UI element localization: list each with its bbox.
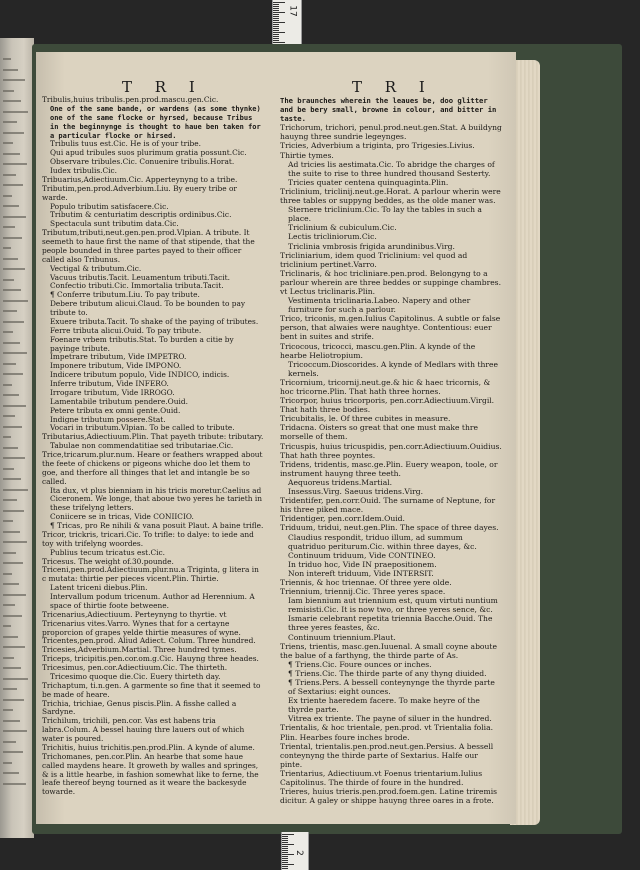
facing-page-text-fragment [3,625,11,627]
dictionary-entry: Sternere triclinium.Cic. To lay the tables in such a place. [288,205,482,224]
ruler-tick [282,842,288,843]
ruler-tick [273,26,279,27]
dictionary-entry: Triental, trientalis.pen.prod.neut.gen.Persius. A bessell conteynyng the thirde parte of Sextarius. Halfe our pinte. [280,741,494,769]
facing-page-text-fragment [3,573,12,575]
facing-page-text-fragment [3,699,24,701]
top-scale-ruler [272,0,302,46]
ruler-tick [273,6,279,7]
dictionary-entry: Triclinium & cubiculum.Cic. [288,223,397,233]
dictionary-entry: Vocari in tributum.Vlpian. To be called to tribute. [50,423,235,433]
facing-page-text-fragment [3,79,25,81]
bottom-scale-ruler [281,832,309,870]
dictionary-entry: The braunches wherein the leaues be, doo glitter and be bery small, browne in colour, and bitter in taste. [280,96,497,124]
facing-page-text-fragment [3,111,28,113]
dictionary-entry: Lamentabile tributum pendere.Ouid. [50,396,188,406]
facing-page-text-fragment [3,237,22,239]
dictionary-entry: Tricies quater centena quinquaginta.Plin. [288,177,449,187]
dictionary-entry: Iam biennium aut triennium est, quum virtuti nuntium remisisti.Cic. It is now two, or three yeres sence, &c. [288,596,498,615]
ruler-tick [273,20,279,21]
ruler-tick [282,860,288,861]
facing-page-text-fragment [3,783,26,785]
facing-page-text-fragment [3,321,24,323]
dictionary-entry: ¶ Triens.Cic. The thirde parte of any thyng diuided. [288,668,487,678]
dictionary-entry: In triduo hoc, Vide IN praepositionem. [288,559,437,569]
ruler-tick [273,42,285,43]
dictionary-entry: Insessus.Virg. Saeuus tridens.Virg. [288,487,424,497]
dictionary-entry: Iudex tribulis.Cic. [50,166,118,175]
dictionary-entry: Observare tribules.Cic. Conuenire tribulis.Horat. [50,157,235,167]
dictionary-entry: Tricoccum.Dioscorides. A kynde of Medlars with three kernels. [288,359,499,378]
dictionary-entry: Tricornium, tricornij.neut.ge.& hic & haec tricornis, & hoc tricorne.Plin. That hath three hornes. [280,377,491,396]
facing-page-text-fragment [3,531,20,533]
facing-page-text-fragment [3,520,13,522]
facing-page-text-fragment [3,216,26,218]
ruler-tick [273,28,279,29]
dictionary-entry: Tricenarius,Adiectiuum. Perteynyng to thyrtie. vt Tricenarius vites.Varro. Wynes that for a certayne proporcion of grapes yelde thirtie measures of wyne. [42,609,241,637]
ruler-tick [273,38,279,39]
dictionary-entry: Indigne tributum possere.Stat. [50,414,166,424]
facing-page-text-fragment [3,667,21,669]
ruler-tick [273,12,285,13]
ruler-tick [273,16,279,17]
dictionary-entry: ¶ Triens.Cic. Foure ounces or inches. [288,659,432,669]
facing-page-text-fragment [3,258,18,260]
facing-page-text-fragment [3,69,18,71]
ruler-tick [282,852,288,853]
facing-page-text-fragment [3,384,12,386]
dictionary-entry: Ferre tributa alicui.Ouid. To pay tribute. [50,325,202,335]
ruler-tick [282,834,294,835]
dictionary-entry: Tricocous, tricocci, mascu.gen.Plin. A kynde of the hearbe Heliotropium. [280,341,476,360]
dictionary-entry: Triennis, & hoc triennae. Of three yere olde. [280,577,452,587]
facing-page-text-fragment [3,247,11,249]
facing-page-text-fragment [3,552,16,554]
facing-page-text-fragment [3,268,25,270]
dictionary-entry: Trientalis, & hoc trientale, pen.prod. vt Trientalia folia. Plin. Hearbes foure inches brode. [280,723,494,742]
facing-page-text-fragment [3,751,23,753]
dictionary-entry: Vectigal & tributum.Cic. [50,263,142,273]
ruler-tick [282,850,288,851]
facing-page-text-fragment [3,678,28,680]
dictionary-entry: Tribuarius,Adiectiuum.Cic. Apperteynyng to a tribe. [42,174,238,184]
running-head-right: T R I [352,78,434,96]
dictionary-entry: Aequoreus tridens.Martial. [288,477,393,487]
dictionary-entry: Populo tributim satisfacere.Cic. [50,201,169,211]
ruler-tick [282,846,288,847]
ruler-tick [282,856,288,857]
dictionary-entry: Tridens, tridentis, masc.ge.Plin. Euery weapon, toole, or instrument hauyng three teeth. [280,459,498,478]
facing-page-text-fragment [3,636,18,638]
facing-page-text-fragment [3,310,17,312]
dictionary-entry: Tricesimo quoque die.Cic. Euery thirteth day. [50,671,221,681]
facing-page-text-fragment [3,562,23,564]
dictionary-entry: Tridentiger, pen.corr.Idem.Ouid. [280,514,405,524]
facing-page-text-fragment [3,499,17,501]
dictionary-entry: Trichomanes, pen.cor.Plin. An hearbe that some haue called maydens heare. It groweth by walles and springes, & is a little hearbe, in fashion somewhat like to ferne, the leafe thereof beyng tourned as it weare the backesyde towarde. [42,751,259,797]
facing-page-text-fragment [3,457,25,459]
facing-page-text-fragment [3,195,12,197]
facing-page-text-fragment [3,468,14,470]
dictionary-column-right [280,96,502,805]
dictionary-entry: One of the same bande, or wardens (as some thynke) one of the same flocke or hyrsed, because Tribus in the beginnynge is thought to haue ben taken for a particular flocke or hirsed. [50,104,261,140]
dictionary-entry: Debere tributum alicui.Claud. To be bounden to pay tribute to. [50,299,246,317]
facing-page-text-fragment [3,741,16,743]
dictionary-entry: Publius tecum tricatus est.Cic. [50,547,165,557]
dictionary-entry: Vitrea ex triente. The payne of siluer in the hundred. [288,714,492,724]
dictionary-entry: Triceps, tricipitis.pen.cor.om.g.Cic. Hauyng three heades. [42,654,259,664]
facing-page-text-fragment [3,142,13,144]
dictionary-entry: Trichilum, trichili, pen.cor. Vas est habens tria labra.Colum. A bessel hauing thre lauers out of which water is poured. [42,716,245,743]
dictionary-entry: Ismarie celebrant repetita triennia Bacche.Ouid. The three yeres feastes, &c. [288,614,493,633]
facing-page-text-fragment [3,300,28,302]
ruler-tick [282,864,294,865]
dictionary-entry: Latent triceni diebus.Plin. [50,583,148,593]
ruler-tick [273,22,285,23]
ruler-tick [273,18,279,19]
facing-page-text-fragment [3,415,15,417]
running-head-left: T R I [122,78,204,96]
facing-page-text-fragment [3,352,27,354]
facing-page-text-fragment [3,762,12,764]
dictionary-entry: Tabulae non commendatitiae sed tributariae.Cic. [50,441,234,451]
dictionary-entry: Imponere tributum, Vide IMPONO. [50,361,182,371]
facing-page-text-fragment [3,289,21,291]
dictionary-entry: Claudius respondit, triduo illum, ad summum quatriduo periturum.Cic. within three dayes, &c. [288,532,477,551]
ruler-tick [273,36,279,37]
facing-page-text-fragment [3,90,14,92]
ruler-tick [273,32,285,33]
dictionary-entry: Tributim,pen.prod.Adverbium.Liu. By euery tribe or warde. [42,183,237,202]
dictionary-entry: Trieres, huius trieris.pen.prod.foem.gen. Latine triremis dicitur. A galey or shippe hauyng three oares in a frote. [280,787,498,806]
ruler-tick [273,14,279,15]
dictionary-entry: Ad tricies lis aestimata.Cic. To abridge the charges of the suite to rise to three hundred thousand Sesterty. [288,159,495,178]
ruler-tick [273,30,279,31]
dictionary-entry: Tricesus. The weight of.30.pounde. [42,556,174,566]
dictionary-entry: Vacuus tributis.Tacit. Leuamentum tributi.Tacit. [50,272,230,282]
facing-page-text-fragment [3,594,26,596]
dictionary-entry: Triclinium, triclinij.neut.ge.Horat. A parlour wherin were three tables or suppyng beddes, as the olde maner was. [280,186,501,206]
facing-page-text-fragment [3,604,15,606]
facing-page-text-fragment [3,226,15,228]
dictionary-entry: Non intereft triduum, Vide INTERSIT. [288,568,434,578]
facing-page-text-fragment [3,646,25,648]
dictionary-entry: Trice,tricarum.plur.num. Heare or feathers wrapped about the feete of chickens or pigeons whiche doo let them to goe, and therfore all thinges that let and intangle be so called. [42,450,263,486]
left-page-edge [0,38,34,838]
ruler-tick [282,838,288,839]
dictionary-entry: Triennium, triennij.Cic. Three yeres space. [280,587,446,597]
ruler-tick [282,844,294,845]
dictionary-entry: Triduum, tridui, neut.gen.Plin. The space of three dayes. [280,523,499,533]
ruler-tick [273,40,279,41]
facing-page-text-fragment [3,58,11,60]
dictionary-entry: Confectio tributi.Cic. Immortalia tributa.Tacit. [50,281,224,291]
facing-page-text-fragment [3,121,17,123]
facing-page-text-fragment [3,363,16,365]
facing-page-text-fragment [3,447,18,449]
ruler-tick [282,836,288,837]
dictionary-entry: Tricuspis, huius tricuspidis, pen.corr.Adiectiuum.Ouidius. That hath three poyntes. [280,441,502,460]
ruler-tick [273,2,285,3]
facing-page-text-fragment [3,688,17,690]
facing-page-text-fragment [3,342,20,344]
dictionary-entry: Trichaptum, ti.n.gen. A garmente so fine that it seemed to be made of heare. [42,680,261,699]
top-ruler-label: 17 [287,5,298,17]
dictionary-entry: Trichorum, trichori, penul.prod.neut.gen.Stat. A buildyng hauyng three sundrie legeynges. [280,123,502,142]
dictionary-entry: Tributum,tributi,neut.gen.pen.prod.Vlpian. A tribute. It seemeth to haue first the name of that stipende, that the people bounded in three partes payed to their officer called also Tribunus. [42,228,255,264]
dictionary-entry: Tributarius,Adiectiuum.Plin. That payeth tribute: tributary. [42,432,264,442]
facing-page-text-fragment [3,510,24,512]
dictionary-entry: Trichia, trichiae, Genus piscis.Plin. A fisshe called a Sardyne. [42,698,237,717]
dictionary-entry: Tributim & centuriatim descriptis ordinibus.Cic. [50,210,232,220]
dictionary-entry: Ex triente haeredem facere. To make heyre of the thyrde parte. [288,696,480,715]
ruler-tick [273,24,279,25]
dictionary-entry: Inferre tributum, Vide INFERO. [50,379,169,388]
facing-page-text-fragment [3,772,19,774]
dictionary-entry: Triens, trientis, masc.gen.Iuuenal. A small coyne aboute the balue of a farthyng, the thirde parte of As. [280,641,497,660]
ruler-tick [282,858,288,859]
facing-page-text-fragment [3,174,16,176]
facing-page-text-fragment [3,184,23,186]
facing-page-text-fragment [3,163,27,165]
facing-page-text-fragment [3,541,27,543]
ruler-tick [282,866,288,867]
facing-page-text-fragment [3,657,14,659]
dictionary-entry: ¶ Conferre tributum.Liu. To pay tribute. [50,290,200,300]
facing-page-text-fragment [3,436,11,438]
dictionary-entry: Tricies, Adverbium a triginta, pro Trigesies.Livius. Thirtie tymes. [280,141,475,160]
dictionary-entry: Qui apud tribules suos plurimum gratia possunt.Cic. [50,148,247,158]
dictionary-entry: Trientarius, Adiectiuum.vt Foenus trientarium.Iulius Capitolinus. The thirde of foure in the hundred. [280,768,483,788]
dictionary-entry: Tribulis tuus est.Cic. He is of your tribe. [50,139,201,149]
ruler-tick [282,868,288,869]
facing-page-text-fragment [3,489,28,491]
dictionary-entry: Tricesies,Adverbium.Martial. Three hundred tymes. [42,645,237,655]
dictionary-entry: Exuere tributa.Tacit. To shake of the paying of tributes. [50,316,259,326]
dictionary-entry: Continuum triennium.Plaut. [288,632,396,642]
facing-page-text-fragment [3,394,19,396]
facing-page-text-fragment [3,279,14,281]
dictionary-column-left [42,96,264,797]
facing-page-text-fragment [3,478,21,480]
dictionary-entry: Foenare vrbem tributis.Stat. To burden a citie by payinge tribute. [50,334,234,353]
dictionary-entry: Coniicere se in tricas, Vide CONIICIO. [50,512,194,522]
facing-page-text-fragment [3,331,13,333]
facing-page-text-fragment [3,615,22,617]
bottom-ruler-label: 2 [293,850,304,856]
facing-page-text-fragment [3,405,26,407]
dictionary-entry: Tricentes,pen.prod. Aliud Adiect. Colum. Three hundred. [42,636,256,646]
facing-page-text-fragment [3,426,22,428]
dictionary-entry: Tricliniarium, idem quod Triclinium: vel quod ad triclinium pertinet.Varro. [280,250,468,269]
facing-page-text-fragment [3,153,20,155]
dictionary-entry: Tridentifer, pen.corr.Ouid. The surname of Neptune, for his three piked mace. [280,496,496,515]
dictionary-entry: Trichitis, huius trichitis.pen.prod.Plin. A kynde of alume. [42,742,255,752]
ruler-tick [273,34,279,35]
dictionary-entry: Ita dux, vt plus bienniam in his tricis moretur.Caelius ad Ciceronem. We longe, that aboue two yeres he tarieth in these trifelyng letters. [50,485,262,513]
dictionary-entry: Intervallum podum tricenum. Author ad Herennium. A space of thirtie foote betweene. [50,592,255,610]
facing-page-text-fragment [3,132,24,134]
dictionary-entry: Impetrare tributum, Vide IMPETRO. [50,352,187,362]
dictionary-entry: Tridacna. Oisters so great that one must make thre morselle of them. [280,423,478,442]
facing-page-text-fragment [3,709,13,711]
facing-page-text-fragment [3,100,21,102]
dictionary-entry: Spectacula sunt tributim data.Cic. [50,219,179,229]
dictionary-entry: Tribulis,huius tribulis.pen.prod.mascu.gen.Cic. [42,95,219,104]
ruler-tick [282,840,288,841]
ruler-tick [282,854,294,855]
dictionary-entry: Petere tributa ex omni gente.Ouid. [50,405,181,415]
facing-page-text-fragment [3,205,19,207]
dictionary-entry: Indicere tributum populo, Vide INDICO, indicis. [50,370,230,380]
dictionary-entry: Tricubitalis, le. Of three cubites in measure. [280,414,451,424]
ruler-tick [273,8,279,9]
dictionary-entry: Continuum triduum, Vide CONTINEO. [288,550,436,560]
dictionary-entry: Tricorpor, huius tricorporis, pen.corr.Adiectiuum.Virgil. That hath three bodies. [280,396,495,415]
dictionary-entry: Tricor, trickris, tricari.Cic. To trifle: to dalye: to iede and toy with trifelyng woordes. [42,529,254,548]
dictionary-entry: ¶ Triens.Pers. A bessell conteynynge the thyrde parte of Sextarius: eight ounces. [288,678,495,697]
dictionary-entry: Triceni,pen.prod.Adiectiuum.plur.nu.a Triginta, g litera in c mutata: thirtie per pieces vicent.Plin. Thirtie. [42,565,259,584]
facing-page-text-fragment [3,373,23,375]
ruler-tick [282,862,288,863]
dictionary-entry: Irrogare tributum, Vide IRROGO. [50,387,175,397]
ruler-tick [273,4,279,5]
facing-page-text-fragment [3,730,27,732]
facing-page-text-fragment [3,720,20,722]
dictionary-entry: Lectis tricliniorum.Cic. [288,232,377,242]
dictionary-entry: Triclinia vmbrosis frigida arundinibus.Virg. [288,241,455,251]
dictionary-entry: ¶ Tricas, pro Re nihili & vana posuit Plaut. A baine trifle. [50,521,264,530]
dictionary-entry: Tricesimus, pen.cor.Adiectiuum.Cic. The thirteth. [42,663,228,672]
ruler-tick [273,10,279,11]
facing-page-text-fragment [3,583,19,585]
dictionary-entry: Vestimenta triclinaria.Labeo. Napery and other furniture for such a parlour. [288,296,471,315]
dictionary-entry: Triclinaris, & hoc tricliniare.pen.prod. Belongyng to a parlour wherein are three beddes or suppinge chambres. vt Lectus triclinaris.Plin. [280,268,501,296]
ruler-tick [282,848,288,849]
dictionary-entry: Trico, triconis, m.gen.Iulius Capitolinus. A subtle or false person, that alwaies were naughtye. Contentious: euer bent in suites and strife. [280,314,501,342]
